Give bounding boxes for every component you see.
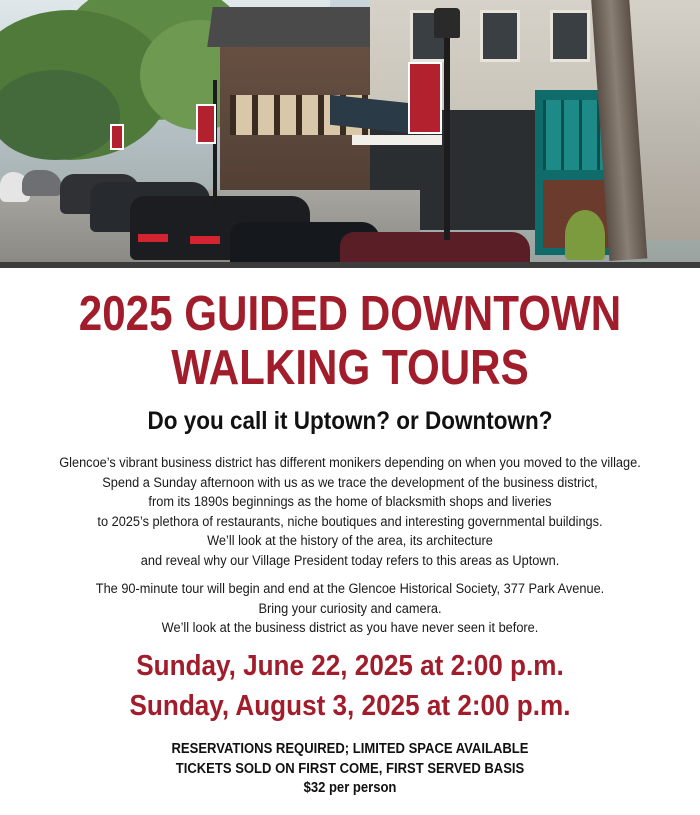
flag-banner <box>110 124 124 150</box>
reservation-required-note: RESERVATIONS REQUIRED; LIMITED SPACE AVAILABLE <box>171 741 529 757</box>
subtitle: Do you call it Uptown? or Downtown? <box>147 407 553 435</box>
tour-info-line: The 90-minute tour will begin and end at the Glencoe Historical Society, 377 Park Avenue. <box>95 581 605 597</box>
price-note: $32 per person <box>303 780 397 796</box>
street-lamp-icon <box>434 8 460 38</box>
description-paragraph <box>0 454 700 572</box>
description-line: to 2025’s plethora of restaurants, niche boutiques and interesting governmental buildings. <box>97 513 603 530</box>
store-sign <box>352 135 442 145</box>
photo-divider <box>0 262 700 268</box>
headline-line-2: WALKING TOURS <box>171 341 529 395</box>
street-photo-banner <box>0 0 700 263</box>
parked-car <box>340 232 530 263</box>
shrub <box>565 210 605 260</box>
tour-date-2: Sunday, August 3, 2025 at 2:00 p.m. <box>129 690 571 722</box>
lamp-post <box>213 80 217 210</box>
tail-light <box>138 234 168 242</box>
description-line: Spend a Sunday afternoon with us as we trace the development of the business district, <box>102 474 598 491</box>
description-line: We’ll look at the history of the area, its architecture <box>207 533 493 550</box>
tour-date-1: Sunday, June 22, 2025 at 2:00 p.m. <box>136 650 564 682</box>
tour-info-line: We’ll look at the business district as you have never seen it before. <box>161 620 539 637</box>
flag-banner <box>408 62 442 134</box>
flag-banner <box>196 104 216 144</box>
headline-line-1: 2025 GUIDED DOWNTOWN <box>78 287 622 341</box>
parked-car <box>22 170 62 196</box>
description-line: from its 1890s beginnings as the home of blacksmith shops and liveries <box>148 494 552 511</box>
tour-info-line: Bring your curiosity and camera. <box>258 600 442 617</box>
lamp-post <box>444 20 450 240</box>
tail-light <box>190 236 220 244</box>
description-line: and reveal why our Village President today refers to this areas as Uptown. <box>140 552 560 569</box>
first-come-note: TICKETS SOLD ON FIRST COME, FIRST SERVED BASIS <box>175 760 525 777</box>
description-line: Glencoe’s vibrant business district has different monikers depending on when you moved to the village. <box>59 455 641 471</box>
reservation-notes <box>0 740 700 799</box>
tour-info-paragraph <box>0 580 700 639</box>
